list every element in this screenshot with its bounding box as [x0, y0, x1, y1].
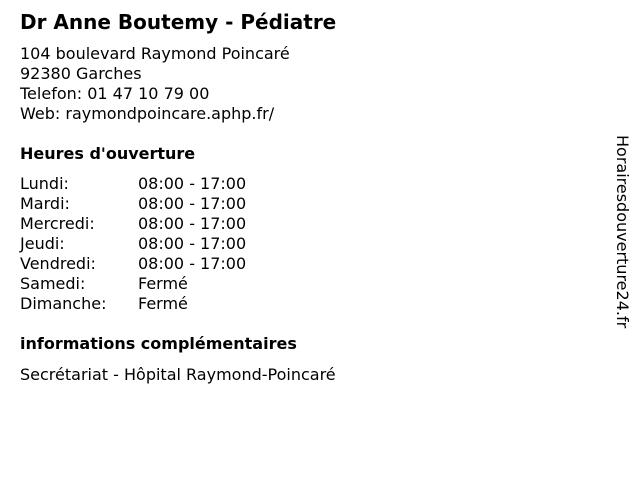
hours-row-monday — [20, 174, 246, 194]
hours-row-tuesday — [20, 194, 246, 214]
page-title: Dr Anne Boutemy - Pédiatre — [20, 10, 337, 34]
day-label: Vendredi: — [20, 254, 96, 273]
city-postcode: 92380 Garches — [20, 64, 142, 83]
hours-value: 08:00 - 17:00 — [138, 254, 247, 273]
day-label: Mercredi: — [20, 214, 95, 233]
hours-row-saturday — [20, 274, 246, 294]
hours-value: 08:00 - 17:00 — [138, 194, 247, 213]
additional-info-text: Secrétariat - Hôpital Raymond-Poincaré — [20, 365, 336, 384]
hours-row-friday — [20, 254, 246, 274]
hours-value: 08:00 - 17:00 — [138, 234, 247, 253]
day-label: Dimanche: — [20, 294, 107, 313]
phone-number: Telefon: 01 47 10 79 00 — [20, 84, 210, 103]
hours-row-sunday — [20, 294, 246, 314]
day-label: Jeudi: — [20, 234, 65, 253]
day-label: Lundi: — [20, 174, 69, 193]
hours-row-thursday — [20, 234, 246, 254]
hours-value: Fermé — [138, 274, 188, 293]
opening-hours-table — [20, 174, 246, 314]
day-label: Samedi: — [20, 274, 86, 293]
hours-value: Fermé — [138, 294, 188, 313]
street-address: 104 boulevard Raymond Poincaré — [20, 44, 290, 63]
website-link[interactable]: Web: raymondpoincare.aphp.fr/ — [20, 104, 275, 123]
hours-value: 08:00 - 17:00 — [138, 214, 247, 233]
hours-row-wednesday — [20, 214, 246, 234]
contact-block — [20, 44, 290, 124]
site-watermark: Horairesdouverture24.fr — [613, 135, 632, 329]
hours-value: 08:00 - 17:00 — [138, 174, 247, 193]
opening-hours-heading: Heures d'ouverture — [20, 144, 196, 163]
day-label: Mardi: — [20, 194, 70, 213]
additional-info-heading: informations complémentaires — [20, 334, 297, 353]
